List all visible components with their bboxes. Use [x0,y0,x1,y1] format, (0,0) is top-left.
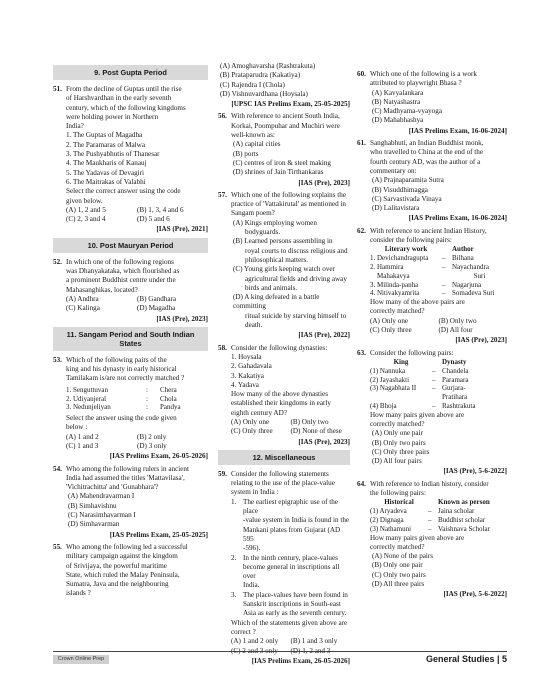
q-line: With reference to ancient Indian History, [370,226,487,235]
statement-line: The place-values have been found in [243,590,348,599]
option: (C) 1 and 3 [66,442,99,450]
pair-cell: – [442,289,446,298]
option: (B) Only two [290,417,329,426]
pair-table [66,386,208,412]
q-line: Who among the following led a successful [66,542,188,551]
statement-line: In the ninth century, place-values [243,553,338,562]
option-cont: royal courts to discuss religious and [245,246,348,255]
pair-cell: Pandya [160,403,181,412]
question-number: 64. [357,479,366,488]
option: (B) Gandhara [137,294,177,303]
statement-line: -value system in India is found in the [243,516,350,525]
q-line: Consider the following dynasties: [231,343,328,352]
q-line: India had assumed the titles 'Mattavilasa', [66,473,185,482]
q-line: Consider the following pairs: [370,348,454,357]
pair-cell: Mahakavya [370,271,410,280]
option: (B) Only two pairs [372,438,426,447]
section-heading: 12. Miscellaneous [218,450,350,465]
pair-cell: : [146,403,148,412]
question-number: 56. [218,112,227,121]
option: (C) 2, 3 and 4 [66,215,106,224]
option: (A) None of the pairs [372,552,434,561]
q-line: was Dhanyakataka, which flourished as [66,267,180,276]
q-line: Sanghabhuti, an Indian Buddhist monk, [370,139,484,148]
option: (D) Magadha [137,304,176,313]
option: (A) Kings employing women [233,218,317,227]
q-line: Korkai, Poompuhar and Muchiri were [231,121,340,130]
question-55 [53,543,208,599]
q-line: eighth century AD? [231,408,287,417]
option: (A) Only one [231,417,270,426]
q-line: who travelled to China at the end of the [370,148,484,157]
statement-number: 1. [231,497,237,506]
option: (C) Madhyama-vyayoga [372,107,442,116]
option: (D) Mahabhashya [372,116,424,125]
option-row [370,326,507,335]
q-line: From the decline of Guptas until the rise [66,85,182,93]
question-number: 52. [53,257,62,266]
statement-number: 2. [231,553,237,562]
q-line: Select the correct answer using the code [66,187,181,196]
option: (C) Rajendra I (Chola) [220,80,285,89]
pair-cell: (2) Dignaga [370,515,404,524]
pair-cell: – [432,375,436,384]
option: (A) 1, 2 and 5 [66,205,106,214]
pair-cell: – [432,366,436,375]
q-item: 2. Gahadavala [231,362,272,371]
pair-cell: – [432,401,436,410]
q-line: How many of the above pairs are [370,298,465,307]
question-number: 55. [53,542,62,551]
option: (D) Vishnuvardhana (Hoysala) [220,89,308,98]
question-64 [357,480,507,600]
option: (B) Only two [438,316,477,325]
q-line: 'Vichitrachitta' and 'Gunabhara'? [66,483,159,492]
question-number: 53. [53,355,62,364]
q-line: Which of the statements given above are [231,618,348,627]
option-cont: philosophical matters. [245,255,309,264]
option: (A) Amoghavarsha (Rashtrakuta) [220,62,316,70]
question-63 [357,349,507,477]
option: (D) Simhavarman [68,520,120,529]
option: (C) Narasimhavarman I [68,511,136,520]
q-line: Sumatra, Java and the neighbouring [66,580,169,589]
footer-rule [53,651,507,652]
statement [231,498,350,554]
q-line: well-known as: [231,131,275,140]
option: (D) All four [438,326,473,335]
q-line: attributed to playwright Bhasa ? [370,79,462,88]
q-line: Which one of the following is a work [370,70,477,78]
option: (D) shrines of Jain Tirthankaras [233,168,324,177]
q-line: established their kingdoms in early [231,399,331,408]
q-item: 3. Kakatiya [231,371,264,380]
option: (A) 1 and 2 only [231,637,279,646]
option: (D) 5 and 6 [137,215,170,224]
pair-cell: Somadeva Suri [452,289,495,298]
pair-cell: (2) Jayashakti [370,375,410,384]
exam-tag: [IAS (Pre), 2023] [156,314,208,323]
exam-tag: [IAS Prelims Exam, 16-06-2024] [408,214,507,223]
pair-cell: Chola [160,394,177,403]
q-line: correctly matched? [370,307,425,316]
statement-line: Mankani plates from Gujarat (AD 595 [243,525,341,543]
option-cont: bodyguards. [245,228,281,237]
question-number: 61. [357,139,366,148]
q-line: correctly matched? [370,542,425,551]
option-row [370,317,507,326]
q-line: Select the answer using the code given [66,414,177,423]
option: (D) 1, 2 and 3 [290,646,331,655]
option: (B) 2 only [137,432,167,441]
q-line: given below. [66,196,103,205]
table-header: Literary work [384,245,428,254]
statement-line: Asia as early as the seventh century. [243,609,347,618]
option-row [66,215,208,224]
question-60 [357,70,507,136]
pair-table [370,498,507,533]
table-header: Known as person [438,498,490,507]
pair-cell: (3) Nathamuni [370,524,412,533]
pair-cell: – [428,515,432,524]
option: (C) centres of iron & steel making [233,158,331,167]
q-line: correct ? [231,627,256,636]
section-heading: 10. Post Mauryan Period [53,238,208,253]
pair-cell: Chera [160,385,177,394]
table-header: King [393,357,409,366]
q-line: the following pairs: [370,489,426,498]
pair-cell: : [146,385,148,394]
q-item: 6. The Maitrakas of Valabhi [66,177,146,186]
question-number: 57. [218,190,227,199]
option: (D) All three pairs [372,580,425,589]
exam-tag: [IAS (Pre), 2023] [298,437,350,446]
option-row [231,637,350,646]
pair-cell: – [442,280,446,289]
question-53 [53,356,208,462]
table-header: Dynasty [442,357,467,366]
option: (C) Only three [231,427,273,436]
exam-tag: [IAS Prelims Exam, 26-05-2026] [109,452,208,461]
question-57 [218,191,350,341]
pair-cell: Suri [473,271,486,280]
q-line: Mahasanghikas, located? [66,285,138,294]
option-cont: agricultural fields and driving away [245,274,347,283]
option: (C) Only three pairs [372,447,430,456]
pair-cell: Gurjara- [442,384,466,393]
pair-cell: – [428,524,432,533]
option: (A) Prajnaparamita Sutra [372,176,444,185]
q-line: century, which of the following kingdoms [66,103,186,112]
option: (A) Mahendravarman I [68,492,135,501]
q-line: Tamilakam is/are not correctly matched ? [66,374,185,383]
section-heading-line: States [119,338,142,348]
q-line: military campaign against the kingdom [66,552,178,561]
pair-cell: 2. Udiyanjeral [66,394,107,403]
option-cont: ritual suicide by starving himself to [245,311,347,320]
option-row [66,304,208,313]
option: (B) ports [233,149,259,158]
option-row [66,206,208,215]
pair-cell: – [442,262,446,271]
option: (B) Natyashastra [372,97,421,106]
option: (D) None of these [290,427,342,436]
question-51 [53,85,208,235]
q-line: system in India : [231,488,279,497]
option: (B) Prataparudra (Kakatiya) [220,71,301,80]
statement-line: -596). [243,544,261,553]
option-row [231,427,350,436]
column-left [53,62,208,601]
option: (B) Simhavishnu [68,501,117,510]
page-footer: General Studies | 5 [425,654,507,664]
q-line: commentary on: [370,166,417,175]
q-line: practice of 'Vattakirutal' as mentioned in [231,200,346,209]
question-number: 63. [357,348,366,357]
table-header: Historical [384,498,414,507]
pair-cell: 2. Hammira [370,262,404,271]
q-line: of Harshvardhan in the early seventh [66,94,172,103]
question-52 [53,258,208,324]
pair-cell [370,393,432,402]
question-55-options [218,62,350,109]
q-line: With reference to ancient South India, [231,112,340,121]
statement-line: Sanskrit inscriptions in South-east [243,600,341,609]
option-row [231,418,350,427]
column-middle [218,62,350,669]
pair-cell: 3. Nedunjeliyan [66,403,111,412]
q-item: 4. Yadava [231,380,259,389]
pair-cell: Nagarjuna [452,280,482,289]
option: (C) Only two pairs [372,570,426,579]
pair-cell: 4. Nitivakyamrita [370,289,420,298]
question-number: 58. [218,343,227,352]
pair-cell: – [432,384,436,393]
section-heading [53,327,208,351]
q-line: king and his dynasty in early historical [66,365,177,374]
q-line: How many pairs given above are [370,533,465,542]
option: (A) Andhra [66,294,99,303]
option-row [66,295,208,304]
q-line: fourth century AD, was the author of a [370,157,481,166]
q-line: State, which ruled the Malay Peninsula, [66,570,180,579]
statement-line: become general in inscriptions all over [243,562,340,581]
question-number: 54. [53,464,62,473]
option: (A) Only one [370,316,409,325]
option: (C) Young girls keeping watch over [233,265,335,274]
option-row [66,442,208,451]
option: (A) Kavyalankara [372,88,424,97]
section-heading-line: 11. Sangam Period and South Indian [66,329,195,339]
pair-cell: 1. Devichandragupta [370,254,429,263]
option: (B) 1, 3, 4 and 6 [137,205,184,214]
pair-cell: (4) Bhoja [370,401,397,410]
option: (A) capital cities [233,140,281,149]
q-line: Sangam poem? [231,209,275,218]
question-number: 51. [53,85,62,93]
q-item: 1. Hoysala [231,352,262,361]
q-line: Which one of the following explains the [231,190,347,199]
pair-cell: 3. Milinda-panha [370,280,419,289]
question-54 [53,465,208,540]
statement-line: The earliest epigraphic use of the place [243,497,338,516]
pair-table [370,358,507,411]
exam-tag: [IAS (Pre), 2022] [298,331,350,340]
q-line: correctly matched? [370,419,425,428]
pair-cell: – [428,507,432,516]
q-item: 5. The Yadavas of Devagiri [66,168,145,177]
q-line: islands ? [66,589,91,598]
table-header: Author [452,245,474,254]
exam-tag: [IAS Prelims Exam, 26-05-2026] [251,656,350,665]
q-item: 2. The Paramaras of Malwa [66,140,145,149]
pair-cell: Bilhana [452,254,474,263]
question-number: 59. [218,469,227,478]
pair-cell: Buddhist scholar [438,515,486,524]
section-heading: 9. Post Gupta Period [53,65,208,80]
q-line: How many of the above dynasties [231,390,328,399]
option: (B) Learned persons assembling in [233,237,333,246]
exam-tag: [IAS (Pre), 2023] [298,178,350,187]
pair-cell: Rashtrakuta [442,401,476,410]
statement [231,591,350,619]
question-56 [218,112,350,187]
question-61 [357,139,507,224]
pair-cell: : [146,394,148,403]
pair-cell: Paramara [442,375,469,384]
column-right [357,70,507,603]
pair-cell: – [442,254,446,263]
option: (D) All four pairs [372,457,422,466]
option-cont: death. [245,321,263,330]
q-line: of Srivijaya, the powerful maritime [66,561,167,570]
pair-cell [442,272,452,281]
question-number: 62. [357,226,366,235]
exam-tag: [IAS (Pre), 2021] [156,225,208,234]
option: (C) Only three [370,326,412,335]
q-line: a prominent Buddhist centre under the [66,276,176,285]
question-62 [357,227,507,346]
q-line: How many pairs given above are [370,410,465,419]
question-59 [218,470,350,666]
pair-cell: Jaina scholar [438,507,475,516]
q-line: India? [66,122,84,131]
option: (D) Lalitavistara [372,204,420,213]
exam-tag: [IAS (Pre), 5-6-2022] [443,467,507,476]
pair-cell: Pratihara [442,393,468,402]
pair-cell: Nayachandra [452,262,489,271]
option: (C) Sarvastivada Vinaya [372,194,442,203]
q-line: Who among the following rulers in ancient [66,464,189,473]
q-line: were holding power in Northern [66,112,159,121]
pair-table [370,245,507,298]
question-number: 60. [357,70,366,78]
exam-tag: [UPSC IAS Prelims Exam, 25-05-2025] [231,100,350,109]
option: (C) 2 and 3 only [231,646,278,655]
option-cont: birds and animals. [245,283,298,292]
q-line: consider the following pairs: [370,236,452,245]
option: (C) Kalinga [66,304,100,313]
question-58 [218,344,350,447]
pair-cell [432,393,442,402]
q-line: Which of the following pairs of the [66,355,167,364]
option: (B) Visuddhimagga [372,185,428,194]
pair-cell: (1) Aryadeva [370,507,407,516]
statement [231,554,350,591]
option: (A) 1 and 2 [66,432,99,441]
q-line: With reference to Indian history, consider [370,479,489,488]
statement-line: India. [243,581,260,590]
option: (D) 3 only [137,442,167,450]
q-line: relating to the use of the place-value [231,479,335,488]
option: (A) Only one pair [372,429,423,438]
exam-tag: [IAS Prelims Exam, 16-06-2024] [408,126,507,135]
q-item: 4. The Maukharis of Kanauj [66,159,147,168]
pair-cell: (3) Nagabhata II [370,384,417,393]
q-item: 1. The Guptas of Magadha [66,131,143,140]
pair-cell: Chandela [442,366,469,375]
exam-tag: [IAS (Pre), 5-6-2022] [443,590,507,599]
statement-number: 3. [231,590,237,599]
q-line: In which one of the following regions [66,257,174,266]
exam-tag: [IAS (Pre), 2023] [455,336,507,345]
exam-tag: [IAS Prelims Exam, 25-05-2025] [109,530,208,539]
option: (B) 1 and 3 only [290,637,338,646]
pair-cell: Vaishnava Scholar [438,524,490,533]
option: (B) Only one pair [372,561,423,570]
q-line: Consider the following statements [231,469,329,478]
q-line: below : [66,423,88,432]
option-row [66,433,208,442]
option: (D) A king defeated in a battle committing [233,293,320,311]
publisher-logo: Crown Online Prep [53,655,109,664]
pair-cell: (1) Nannuka [370,366,406,375]
pair-cell: 1. Senguttuvan [66,385,108,394]
q-item: 3. The Pushyabhutis of Thanesar [66,150,160,159]
